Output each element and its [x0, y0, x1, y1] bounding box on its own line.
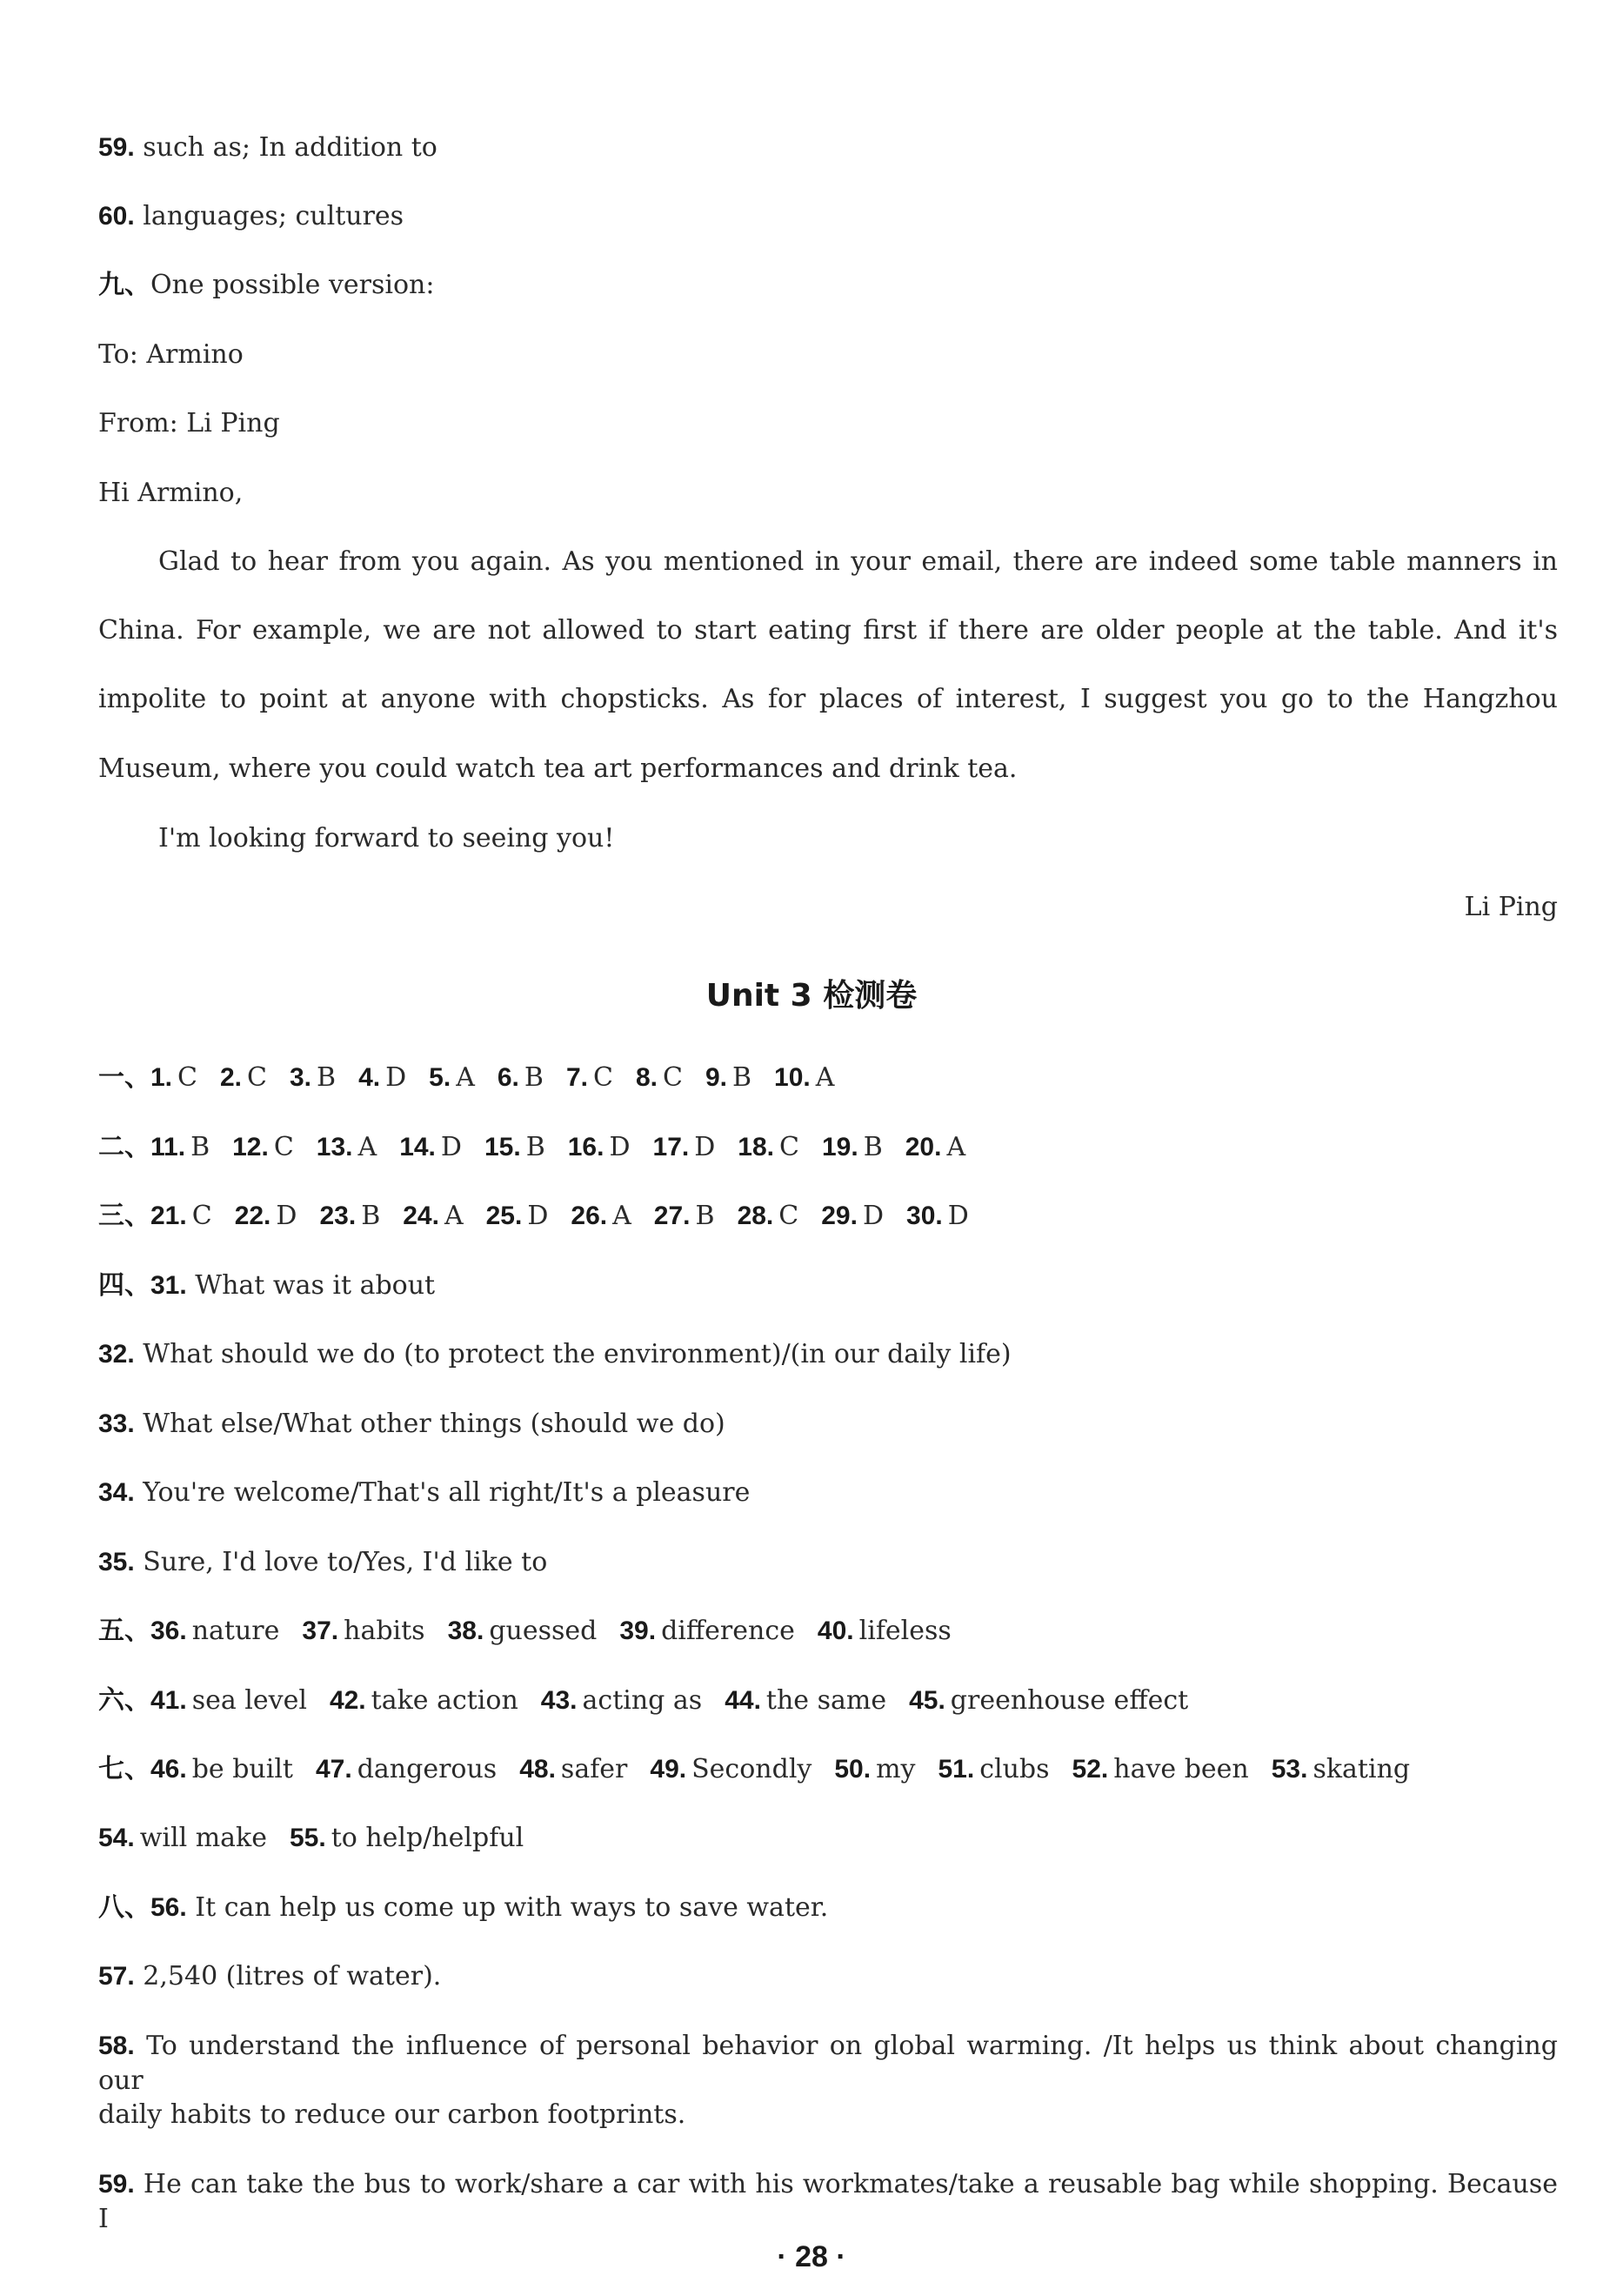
answer-item-number: 20. [905, 1133, 942, 1161]
answer-item [571, 1201, 631, 1231]
answer-item [98, 1823, 267, 1853]
answer-item-value: difference [661, 1616, 795, 1646]
answer-item-value: skating [1312, 1754, 1411, 1784]
answer-item-value: A [444, 1201, 464, 1231]
answer-item-number: 46. [150, 1755, 187, 1784]
answer-item [150, 1616, 279, 1646]
answer-58-line-2: daily habits to reduce our carbon footprints. [98, 2099, 686, 2130]
answer-57: 57. 2,540 (litres of water). [98, 1961, 442, 1991]
answer-item-number: 6. [497, 1063, 519, 1092]
answer-item [654, 1201, 715, 1231]
answer-item-number: 39. [619, 1617, 657, 1645]
answer-item-value: guessed [489, 1616, 598, 1646]
answer-item-number: 27. [653, 1202, 691, 1230]
answer-item-value: D [694, 1132, 716, 1162]
answer-item [302, 1616, 424, 1646]
answer-item-value: D [276, 1201, 297, 1231]
answer-33: 33. What else/What other things (should we do) [98, 1409, 725, 1439]
answer-item [235, 1201, 297, 1231]
answer-31: 四、31. What was it about [98, 1270, 436, 1301]
answer-item-number: 53. [1271, 1755, 1308, 1784]
answer-item-value: nature [191, 1616, 280, 1646]
answer-item [636, 1062, 683, 1093]
answer-item-number: 22. [234, 1202, 271, 1230]
answer-item [738, 1132, 799, 1162]
part-1-answers: 一、1. C 2. C 3. B 4. D 5. A 6. B 7. C 8. C 9. B 10. A [98, 1061, 1558, 1095]
part-6-answers: 六、41. sea level 42. take action 43. acting as 44. the same 45. greenhouse effect [98, 1684, 1558, 1718]
answer-item-number: 8. [635, 1063, 658, 1092]
answer-item-number: 12. [232, 1133, 269, 1161]
answer-item-number: 29. [821, 1202, 858, 1230]
part-7-item-list [150, 1754, 1433, 1784]
answer-item-number: 17. [652, 1133, 690, 1161]
answer-item [905, 1132, 965, 1162]
answer-item [150, 1754, 293, 1784]
answer-item-number: 5. [429, 1063, 451, 1092]
answer-item-value: D [385, 1062, 407, 1093]
answer-item-number: 16. [567, 1133, 604, 1161]
answer-item-number: 55. [289, 1824, 326, 1852]
answer-item-value: my [876, 1754, 916, 1784]
answer-item-value: D [862, 1201, 885, 1231]
email-to-line: To: Armino [98, 339, 244, 370]
answer-item-value: C [778, 1201, 799, 1231]
answer-item-number: 18. [738, 1133, 775, 1161]
answer-item-number: 25. [485, 1202, 523, 1230]
unit-title: Unit 3 检测卷 [705, 978, 918, 1014]
answer-item-number: 50. [834, 1755, 872, 1784]
answer-item [650, 1754, 812, 1784]
answer-item [232, 1132, 294, 1162]
answer-item-number: 36. [150, 1617, 187, 1645]
answer-item-value: greenhouse effect [950, 1685, 1189, 1716]
answer-item-value: D [609, 1132, 631, 1162]
answer-item-value: be built [191, 1754, 293, 1784]
answer-item [725, 1685, 886, 1716]
answer-item [909, 1685, 1188, 1716]
answer-item-number: 38. [447, 1617, 484, 1645]
answer-item-value: C [273, 1132, 294, 1162]
answer-item-value: B [361, 1201, 381, 1231]
answer-item-number: 11. [150, 1133, 186, 1161]
answer-item-value: clubs [979, 1754, 1050, 1784]
answer-item [150, 1201, 212, 1231]
answer-item-value: B [863, 1132, 883, 1162]
part-5-item-list [150, 1616, 974, 1646]
answer-item [150, 1062, 197, 1093]
answer-item [1272, 1754, 1410, 1784]
page-number: · 28 · [777, 2240, 846, 2273]
answer-item-value: acting as [582, 1685, 703, 1716]
email-body-line-3: impolite to point at anyone with chopsticks. As for places of interest, I suggest you go to the Hangzhou [98, 684, 1558, 714]
email-signature: Li Ping [1464, 892, 1558, 922]
email-closing: I'm looking forward to seeing you! [158, 823, 615, 853]
part-7-answers: 七、46. be built 47. dangerous 48. safer 49. Secondly 50. my 51. clubs 52. have been 53. skating [98, 1752, 1558, 1787]
answer-item [448, 1616, 598, 1646]
answer-item [358, 1062, 406, 1093]
part-5-answers: 五、36. nature 37. habits 38. guessed 39. difference 40. lifeless [98, 1614, 1558, 1649]
email-from-line: From: Li Ping [98, 408, 280, 438]
answer-item-number: 41. [150, 1686, 187, 1715]
part-6-item-list [150, 1685, 1211, 1716]
answer-item-number: 28. [737, 1202, 774, 1230]
answer-item-value: safer [560, 1754, 628, 1784]
answer-item-value: B [695, 1201, 715, 1231]
answer-item-value: take action [371, 1685, 518, 1716]
answer-item-value: will make [139, 1823, 267, 1853]
answer-item-value: the same [765, 1685, 887, 1716]
answer-item [399, 1132, 462, 1162]
answer-item-number: 47. [315, 1755, 352, 1784]
part-2-item-list [150, 1132, 988, 1162]
answer-item-number: 37. [302, 1617, 339, 1645]
answer-item [484, 1132, 545, 1162]
answer-59: 59. He can take the bus to work/share a car with his workmates/take a reusable bag while shopping. Because I [98, 2169, 1558, 2234]
answer-item [316, 1754, 497, 1784]
answer-60-prev: 60. languages; cultures [98, 201, 404, 231]
part-7-item-list-2 [98, 1823, 546, 1853]
answer-item [519, 1754, 627, 1784]
answer-item-value: B [190, 1132, 210, 1162]
answer-item-value: D [440, 1132, 462, 1162]
answer-item [705, 1062, 751, 1093]
answer-34: 34. You're welcome/That's all right/It's a pleasure [98, 1477, 751, 1508]
answer-item [330, 1685, 518, 1716]
answer-item-value: have been [1113, 1754, 1249, 1784]
answer-item [821, 1201, 884, 1231]
answer-item-number: 3. [290, 1063, 312, 1092]
answer-item [1072, 1754, 1249, 1784]
answer-item-number: 24. [403, 1202, 439, 1230]
part-2-answers: 二、11. B 12. C 13. A 14. D 15. B 16. D 17. D 18. C 19. B 20. A [98, 1130, 1558, 1165]
answer-item-value: C [247, 1062, 267, 1093]
answer-item [938, 1754, 1050, 1784]
answer-item [150, 1132, 210, 1162]
answer-item [403, 1201, 463, 1231]
answer-item [429, 1062, 475, 1093]
answer-item-value: B [525, 1132, 545, 1162]
email-body-line-1: Glad to hear from you again. As you mentioned in your email, there are indeed some table manners in [158, 546, 1558, 577]
answer-item-number: 26. [571, 1202, 608, 1230]
answer-item-number: 40. [817, 1617, 854, 1645]
answer-item [653, 1132, 716, 1162]
answer-item-number: 48. [519, 1755, 556, 1784]
answer-item-value: C [779, 1132, 799, 1162]
answer-item [486, 1201, 549, 1231]
answer-item-value: A [357, 1132, 377, 1162]
answer-item-value: A [456, 1062, 475, 1093]
answer-58-line-1: 58. To understand the influence of personal behavior on global warming. /It helps us think about changing our [98, 2031, 1558, 2096]
answer-item-value: C [592, 1062, 613, 1093]
answer-item-value: to help/helpful [331, 1823, 524, 1853]
answer-item-value: C [177, 1062, 197, 1093]
answer-item-number: 1. [150, 1063, 173, 1092]
answer-item-number: 51. [938, 1755, 975, 1784]
answer-item-number: 2. [220, 1063, 243, 1092]
answer-item-number: 23. [319, 1202, 357, 1230]
answer-item-value: A [815, 1062, 835, 1093]
answer-item-value: Secondly [691, 1754, 812, 1784]
answer-item-value: B [524, 1062, 544, 1093]
answer-item-value: lifeless [858, 1616, 952, 1646]
answer-item-value: habits [344, 1616, 425, 1646]
answer-56: 八、56. It can help us come up with ways to save water. [98, 1892, 829, 1923]
answer-item-number: 7. [565, 1063, 588, 1092]
answer-item-number: 4. [358, 1063, 381, 1092]
email-body-line-2: China. For example, we are not allowed to start eating first if there are older people at the table. And it's [98, 615, 1558, 646]
answer-item-number: 54. [98, 1824, 135, 1852]
answer-item [541, 1685, 702, 1716]
answer-item [822, 1132, 883, 1162]
answer-item [566, 1062, 613, 1093]
email-greeting: Hi Armino, [98, 478, 244, 508]
answer-35: 35. Sure, I'd love to/Yes, I'd like to [98, 1547, 548, 1577]
answer-59-prev: 59. such as; In addition to [98, 132, 437, 163]
answer-item-number: 19. [821, 1133, 858, 1161]
answer-item [150, 1685, 307, 1716]
answer-item [290, 1062, 336, 1093]
answer-item-value: D [947, 1201, 969, 1231]
answer-item [498, 1062, 544, 1093]
answer-item [220, 1062, 267, 1093]
answer-item-number: 49. [650, 1755, 687, 1784]
part-3-answers: 三、21. C 22. D 23. B 24. A 25. D 26. A 27. B 28. C 29. D 30. D [98, 1199, 1558, 1234]
answer-item-number: 45. [909, 1686, 945, 1715]
answer-item-number: 15. [484, 1133, 521, 1161]
answer-item [568, 1132, 631, 1162]
answer-item [818, 1616, 952, 1646]
part-7-answers-line-2 [98, 1821, 1558, 1856]
answer-item [906, 1201, 969, 1231]
answer-item-value: A [612, 1201, 631, 1231]
answer-item-value: D [527, 1201, 549, 1231]
answer-item-number: 52. [1072, 1755, 1109, 1784]
answer-item-number: 13. [316, 1133, 353, 1161]
part-1-item-list [150, 1062, 857, 1093]
answer-item-number: 44. [725, 1686, 761, 1715]
answer-item-value: B [317, 1062, 337, 1093]
answer-item-number: 21. [150, 1202, 187, 1230]
answer-item-number: 30. [906, 1202, 943, 1230]
answer-item-value: C [191, 1201, 212, 1231]
answer-item-value: B [731, 1062, 752, 1093]
answer-item-value: sea level [191, 1685, 307, 1716]
answer-item [619, 1616, 795, 1646]
writing-intro: 九、One possible version: [98, 270, 435, 300]
answer-item [774, 1062, 834, 1093]
answer-item-value: dangerous [357, 1754, 498, 1784]
answer-item [738, 1201, 799, 1231]
answer-item-value: C [662, 1062, 683, 1093]
answer-item-value: A [946, 1132, 966, 1162]
answer-item [834, 1754, 915, 1784]
answer-item-number: 14. [399, 1133, 436, 1161]
answer-item [290, 1823, 524, 1853]
answer-item [319, 1201, 380, 1231]
email-body-line-4: Museum, where you could watch tea art performances and drink tea. [98, 753, 1018, 784]
answer-item-number: 10. [774, 1063, 811, 1092]
answer-item-number: 9. [705, 1063, 727, 1092]
part-3-item-list [150, 1201, 992, 1231]
answer-item [317, 1132, 377, 1162]
answer-item-number: 43. [540, 1686, 578, 1715]
answer-32: 32. What should we do (to protect the environment)/(in our daily life) [98, 1339, 1012, 1369]
answer-item-number: 42. [329, 1686, 366, 1715]
